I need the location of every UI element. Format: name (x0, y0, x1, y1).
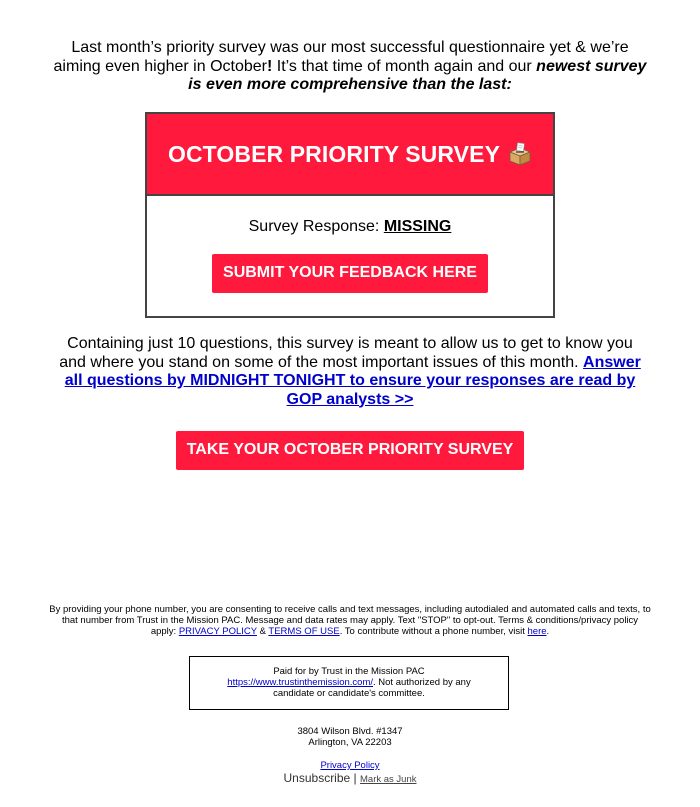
intro-paragraph (52, 39, 648, 95)
footer-separator: | (350, 771, 360, 785)
survey-box (145, 112, 555, 318)
legal-disclaimer (48, 604, 652, 637)
survey-description (52, 335, 648, 409)
survey-body (147, 218, 553, 293)
legal-amp: & (256, 626, 269, 637)
cta-wrapper (0, 431, 700, 470)
survey-response-label: Survey Response: (248, 218, 384, 235)
intro-emphasis: newest survey is even more comprehensive than the last: (188, 57, 647, 93)
intro-text-1: Last month’s priority survey was our most successful questionnaire yet & we’re aiming even higher in October (53, 39, 629, 75)
survey-description-text: Containing just 10 questions, this survey is meant to allow us to get to know you and where you stand on some of the most important issues of this month. (59, 335, 633, 371)
terms-of-use-link[interactable]: TERMS OF USE (268, 626, 340, 637)
address-line-1: 3804 Wilson Blvd. #1347 (297, 726, 403, 737)
paid-for-box (189, 656, 509, 710)
unsubscribe-link[interactable]: Unsubscribe (283, 771, 351, 785)
footer-unsubscribe-row (0, 771, 700, 787)
paid-for-line: Paid for by Trust in the Mission PAC (273, 666, 425, 677)
pac-website-link[interactable]: https://www.trustinthemission.com/ (227, 677, 373, 688)
footer-privacy-link[interactable]: Privacy Policy (320, 760, 380, 771)
legal-end: . (546, 626, 550, 637)
intro-text-2: It’s that time of month again and our (272, 57, 537, 75)
intro-exclamation: ! (266, 57, 273, 75)
paid-for-details (208, 677, 490, 699)
legal-text-2: . To contribute without a phone number, visit (339, 626, 528, 637)
authorization-disclaimer: . Not authorized by any candidate or candidate's committee. (273, 677, 471, 699)
ballot-box-icon (508, 142, 532, 166)
mark-as-junk-link[interactable]: Mark as Junk (360, 774, 417, 785)
take-survey-button[interactable]: TAKE YOUR OCTOBER PRIORITY SURVEY (176, 431, 525, 470)
survey-response-status: MISSING (383, 218, 452, 235)
survey-header (147, 114, 553, 196)
address-line-2: Arlington, VA 22203 (308, 737, 392, 748)
footer-privacy (0, 760, 700, 771)
privacy-policy-link[interactable]: PRIVACY POLICY (178, 626, 257, 637)
contribute-here-link[interactable]: here (527, 626, 547, 637)
answer-deadline-link[interactable]: Answer all questions by MIDNIGHT TONIGHT to ensure your responses are read by GOP analysts >> (64, 353, 641, 408)
mailing-address (0, 726, 700, 748)
survey-title: OCTOBER PRIORITY SURVEY (167, 140, 501, 167)
legal-text-1: By providing your phone number, you are consenting to receive calls and text messages, including autodialed and automated calls and texts, to that number from Trust in the Mission PAC. Message and data rates may apply. Text "STOP" to opt-out. Terms & conditions/privacy policy apply: (49, 604, 651, 637)
survey-response-line (147, 218, 553, 236)
submit-feedback-button[interactable]: SUBMIT YOUR FEEDBACK HERE (212, 254, 488, 293)
